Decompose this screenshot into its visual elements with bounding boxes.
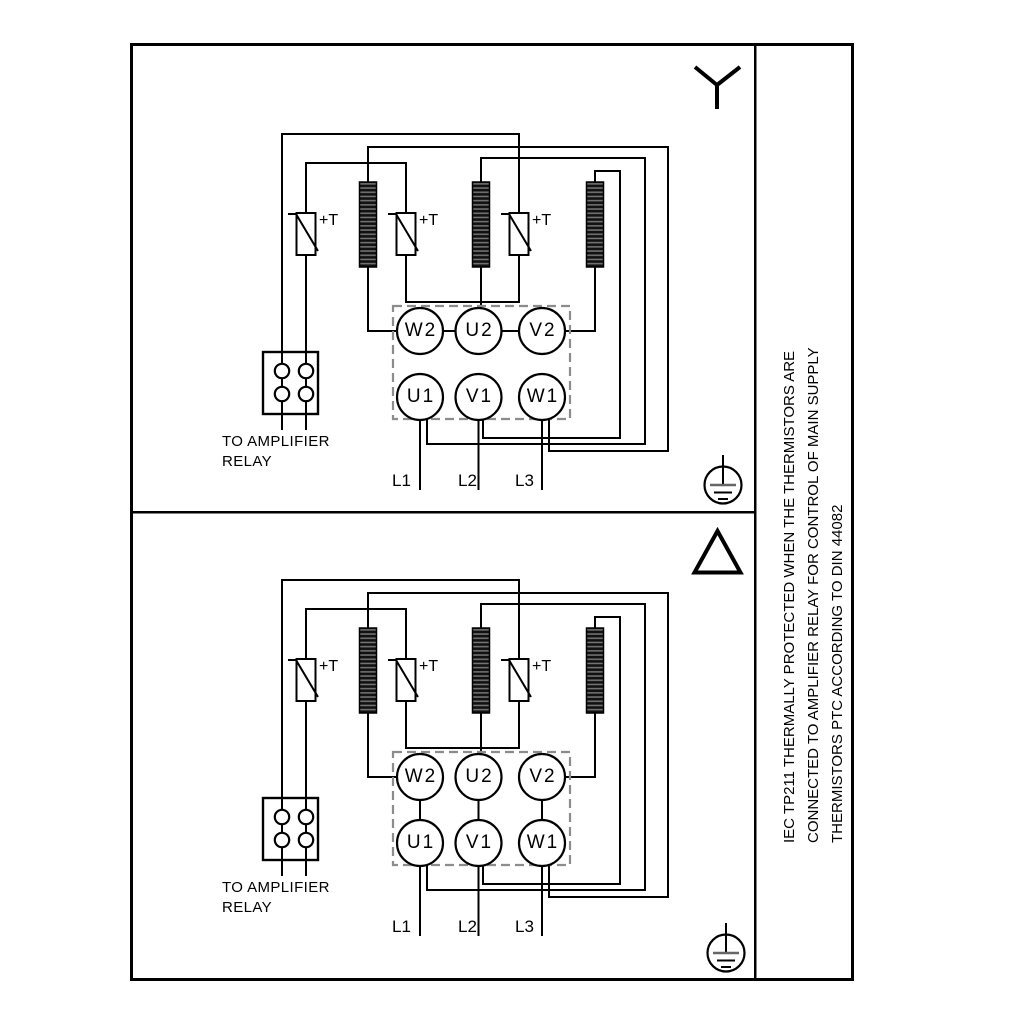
relay-caption-line2: RELAY — [222, 453, 273, 470]
thermistor-label: +T — [419, 212, 439, 229]
terminal-u2-label: U2 — [465, 766, 494, 787]
supply-l3-label: L3 — [515, 471, 534, 490]
sidebar-note-line3: THERMISTORS PTC ACCORDING TO DIN 44082 — [829, 504, 846, 843]
terminal-w2-label: W2 — [404, 320, 438, 341]
earth-ground-icon — [705, 455, 742, 504]
terminal-u1-label: U1 — [406, 832, 436, 853]
terminal-u2-label: U2 — [465, 320, 494, 341]
supply-l2-label: L2 — [458, 471, 477, 490]
star-panel-circuit — [263, 67, 742, 504]
supply-l2-label: L2 — [458, 917, 477, 936]
supply-l1-label: L1 — [392, 471, 411, 490]
terminal-w2-label: W2 — [404, 766, 438, 787]
relay-caption-line1: TO AMPLIFIER — [222, 879, 330, 896]
delta-panel-circuit — [263, 531, 745, 972]
supply-l3-label: L3 — [515, 917, 534, 936]
earth-ground-icon — [708, 923, 745, 972]
supply-l1-label: L1 — [392, 917, 411, 936]
thermistor-label: +T — [319, 658, 339, 675]
sidebar-note — [778, 347, 850, 843]
terminal-v1-label: V1 — [465, 832, 494, 853]
relay-caption-line1: TO AMPLIFIER — [222, 433, 330, 450]
terminal-w1-label: W1 — [526, 832, 560, 853]
terminal-v2-label: V2 — [529, 766, 557, 787]
thermistor-label: +T — [419, 658, 439, 675]
terminal-v1-label: V1 — [465, 386, 494, 407]
delta-connection-icon — [695, 531, 741, 573]
sidebar-note-line1: IEC TP211 THERMALLY PROTECTED WHEN THE THERMISTORS ARE — [781, 350, 798, 843]
terminal-u1-label: U1 — [406, 386, 436, 407]
delta-terminal-jumpers — [420, 800, 542, 820]
sidebar-note-line2: CONNECTED TO AMPLIFIER RELAY FOR CONTROL OF MAIN SUPPLY — [805, 347, 822, 843]
thermistor-label: +T — [532, 658, 552, 675]
thermistor-label: +T — [319, 212, 339, 229]
terminal-w1-label: W1 — [526, 386, 560, 407]
star-connection-icon — [695, 67, 740, 109]
thermistor-label: +T — [532, 212, 552, 229]
relay-caption-line2: RELAY — [222, 899, 273, 916]
terminal-v2-label: V2 — [529, 320, 557, 341]
